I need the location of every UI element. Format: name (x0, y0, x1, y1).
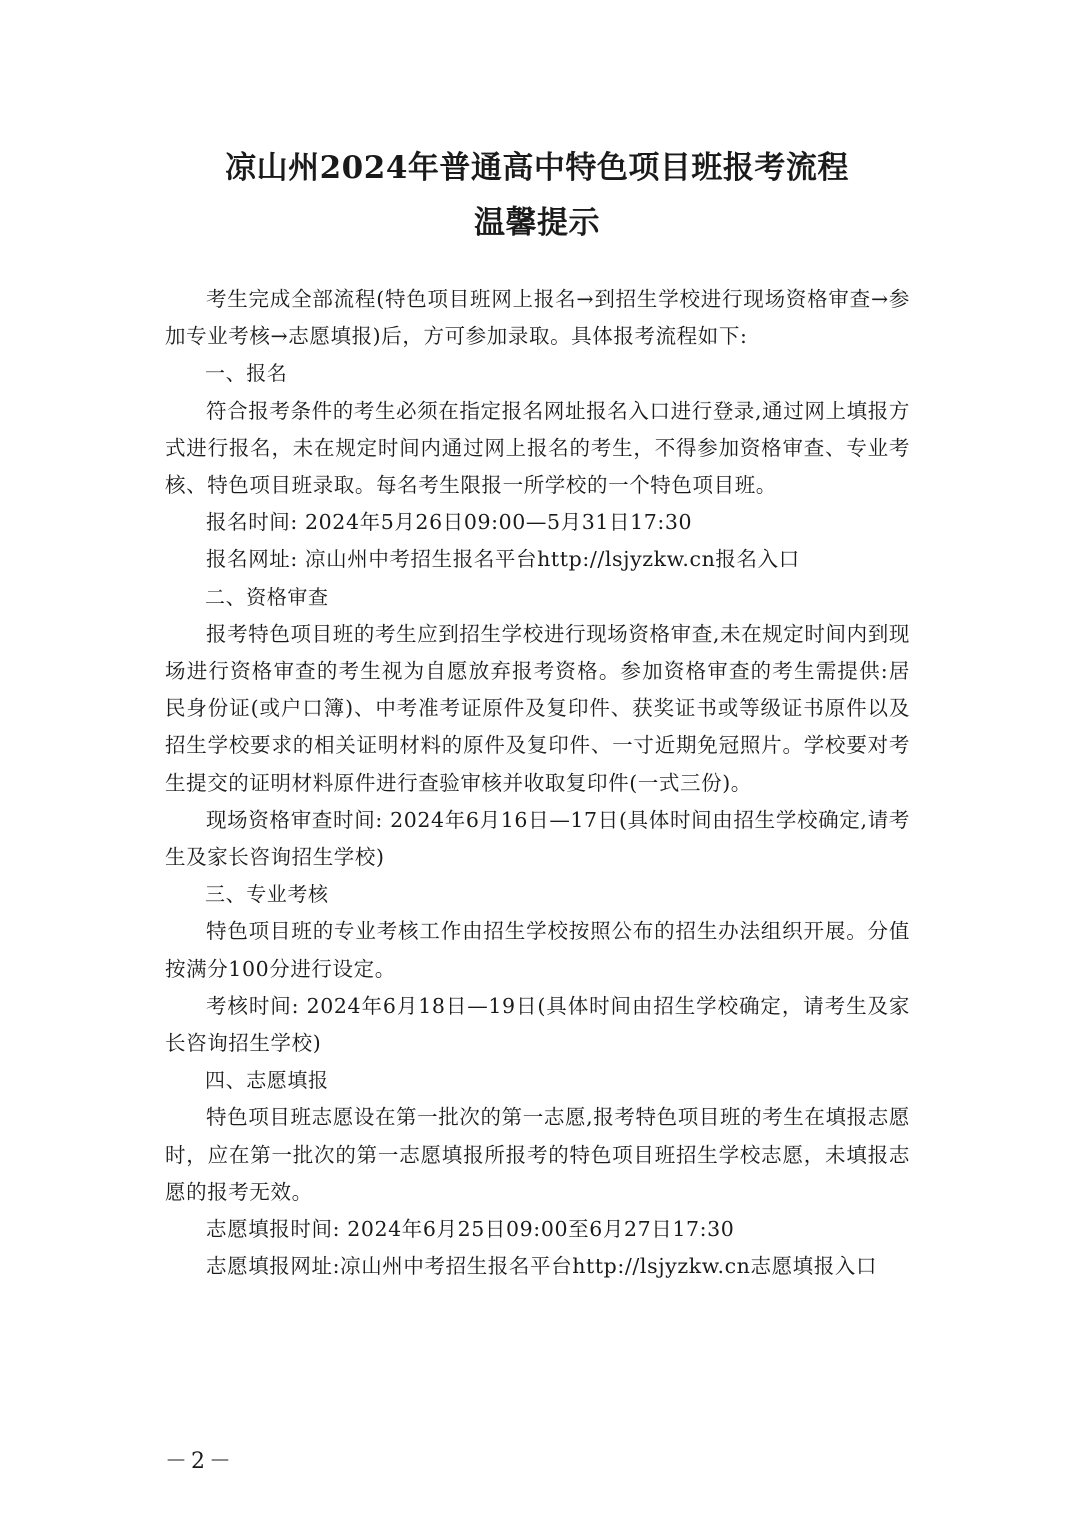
intro-paragraph: 考生完成全部流程(特色项目班网上报名→到招生学校进行现场资格审查→参加专业考核→志愿填报)后，方可参加录取。具体报考流程如下: (165, 287, 910, 349)
section-heading-assessment: 三、专业考核 (205, 882, 329, 907)
registration-url: 报名网址: 凉山州中考招生报名平台http://lsjyzkw.cn报名入口 (206, 547, 800, 572)
registration-time: 报名时间: 2024年5月26日09:00—5月31日17:30 (206, 510, 693, 535)
application-time: 志愿填报时间: 2024年6月25日09:00至6月27日17:30 (206, 1217, 735, 1242)
document-title: 凉山州2024年普通高中特色项目班报考流程 (225, 150, 849, 186)
document-subtitle: 温馨提示 (474, 205, 600, 241)
section-heading-registration: 一、报名 (205, 361, 288, 386)
application-paragraph: 特色项目班志愿设在第一批次的第一志愿,报考特色项目班的考生在填报志愿时，应在第一批次的第一志愿填报所报考的特色项目班招生学校志愿，未填报志愿的报考无效。 (165, 1105, 910, 1204)
section-heading-qualification: 二、资格审查 (205, 584, 329, 609)
assessment-paragraph: 特色项目班的专业考核工作由招生学校按照公布的招生办法组织开展。分值按满分100分进行设定。 (165, 919, 910, 981)
qualification-time: 现场资格审查时间: 2024年6月16日—17日(具体时间由招生学校确定,请考生及家长咨询招生学校) (165, 807, 910, 870)
assessment-time: 考核时间: 2024年6月18日—19日(具体时间由招生学校确定，请考生及家长咨询招生学校) (165, 993, 910, 1056)
application-url: 志愿填报网址:凉山州中考招生报名平台http://lsjyzkw.cn志愿填报入口 (206, 1254, 878, 1279)
qualification-paragraph: 报考特色项目班的考生应到招生学校进行现场资格审查,未在规定时间内到现场进行资格审查的考生视为自愿放弃报考资格。参加资格审查的考生需提供:居民身份证(或户口簿)、中考准考证原件及复印件、获奖证书或等级证书原件以及招生学校要求的相关证明材料的原件及复印件、一寸近期免冠照片。学校要对考生提交的证明材料原件进行查验审核并收取复印件(一式三份)。 (165, 621, 910, 795)
section-heading-application: 四、志愿填报 (205, 1068, 329, 1093)
registration-paragraph: 符合报考条件的考生必须在指定报名网址报名入口进行登录,通过网上填报方式进行报名，未在规定时间内通过网上报名的考生，不得参加资格审查、专业考核、特色项目班录取。每名考生限报一所学校的一个特色项目班。 (165, 398, 910, 498)
page-number: －2－ (165, 1449, 235, 1474)
document-body (165, 281, 910, 1285)
